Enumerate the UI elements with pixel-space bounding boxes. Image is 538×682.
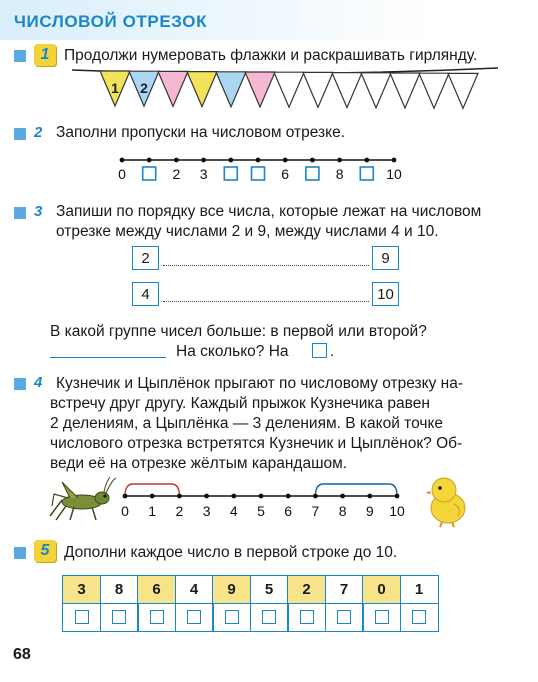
table-cell-answer [400,603,439,632]
answer-square[interactable] [224,167,237,180]
table-cell-answer [175,603,214,632]
task2-instruction: Заполни пропуски на числовом отрезке. [56,124,346,141]
answer-square[interactable] [225,610,239,624]
answer-square[interactable] [150,610,164,624]
table-cell: 6 [137,575,176,604]
task-marker [14,547,26,559]
tick-label: 10 [386,166,402,182]
table-cell-answer [250,603,289,632]
tick-label: 6 [284,503,293,519]
task3-question: В какой группе чисел больше: в первой или второй? [50,323,427,340]
table-cell: 9 [212,575,251,604]
task-marker [14,128,26,140]
answer-square[interactable] [306,167,319,180]
flag [274,72,304,107]
tick-label: 9 [365,503,374,519]
tick-point [364,158,369,163]
tick-label: 2 [175,503,184,519]
tick-point [150,494,155,499]
table-cell: 7 [325,575,364,604]
tick-point [123,494,128,499]
tick-label: 8 [338,503,347,519]
tick-point [340,494,345,499]
answer-square[interactable] [262,610,276,624]
table-cell: 1 [400,575,439,604]
tick-point [228,158,233,163]
tick-point [337,158,342,163]
table-cell: 2 [287,575,326,604]
task3-period: . [330,343,335,360]
task-marker [14,207,26,219]
task-marker [14,378,26,390]
table-row [62,603,437,631]
table-row [62,575,437,603]
answer-square[interactable] [360,167,373,180]
grasshopper-illustration [48,476,118,524]
task3-question-2: На сколько? На [176,343,289,360]
table-cell-answer [325,603,364,632]
tick-label: 7 [311,503,320,519]
flag [448,73,478,108]
flag [216,72,246,107]
chick-illustration [424,474,472,528]
garland [70,60,500,110]
table-cell: 4 [175,575,214,604]
tick-point [259,494,264,499]
answer-square[interactable] [337,610,351,624]
task1-instruction: Продолжи нумеровать флажки и раскрашивать гирлянду. [64,47,478,64]
flag [361,73,391,108]
table-cell-answer [137,603,176,632]
answer-square[interactable] [300,610,314,624]
table-cell: 3 [62,575,101,604]
task4-text-line: Кузнечик и Цыплёнок прыгают по числовому отрезку на- [56,375,463,392]
answer-dotted-line[interactable] [163,265,369,266]
flag [303,72,333,107]
number-line-task2 [110,150,410,186]
tick-point [310,158,315,163]
answer-square[interactable] [112,610,126,624]
task4-text-line: веди её на отрезке жёлтым карандашом. [50,455,348,472]
answer-square[interactable] [252,167,265,180]
flag [332,73,362,108]
tick-point [367,494,372,499]
answer-square[interactable] [187,610,201,624]
tick-point [201,158,206,163]
table-cell-answer [100,603,139,632]
task-number: 2 [34,124,43,141]
table-cell: 8 [100,575,139,604]
answer-square[interactable] [75,610,89,624]
task4-text-line: встречу друг другу. Каждый прыжок Кузнечика равен [50,395,430,412]
task-number-badge: 5 [34,540,56,562]
task3-instruction-line1: Запиши по порядку все числа, которые лежат на числовом [56,203,482,220]
tick-point [231,494,236,499]
flag-number: 1 [111,80,119,96]
flag [390,73,420,108]
complement-table [62,575,437,630]
tick-point [174,158,179,163]
tick-label: 8 [335,166,344,182]
start-number-box: 4 [132,282,159,306]
table-cell: 5 [250,575,289,604]
tick-point [204,494,209,499]
end-number-box: 9 [372,246,399,270]
flag [419,73,449,108]
page-number: 68 [13,646,31,663]
answer-square[interactable] [312,343,327,358]
tick-point [286,494,291,499]
flag [245,72,275,107]
tick-label: 1 [148,503,157,519]
flag [187,72,217,107]
tick-label: 10 [389,503,405,519]
answer-dotted-line[interactable] [163,301,369,302]
tick-label: 6 [281,166,290,182]
tick-point [283,158,288,163]
tick-label: 0 [118,166,126,182]
task-number-badge: 1 [34,44,56,66]
task5-instruction: Дополни каждое число в первой строке до 10. [64,544,398,561]
tick-point [392,158,397,163]
task-marker [14,50,26,62]
answer-line[interactable] [50,357,166,358]
table-cell-answer [362,603,401,632]
table-cell-answer [212,603,251,632]
flag-number: 2 [140,80,148,97]
task4-text-line: 2 делениям, а Цыплёнка — 3 делениям. В какой точке [50,415,444,432]
answer-square[interactable] [143,167,156,180]
table-cell-answer [62,603,101,632]
answer-square[interactable] [375,610,389,624]
tick-label: 0 [121,503,129,519]
tick-point [313,494,318,499]
end-number-box: 10 [372,282,399,306]
tick-point [256,158,261,163]
number-line-task4 [110,476,420,522]
tick-label: 3 [202,503,211,519]
table-cell: 0 [362,575,401,604]
task4-text-line: числового отрезка встретятся Кузнечик и Цыплёнок? Об- [50,435,463,452]
tick-label: 2 [172,166,181,182]
start-number-box: 2 [132,246,159,270]
tick-label: 4 [229,503,238,519]
tick-point [120,158,125,163]
flag [158,71,188,106]
table-cell-answer [287,603,326,632]
tick-point [177,494,182,499]
task-number: 4 [34,374,43,391]
jump-arc [315,484,397,496]
tick-point [395,494,400,499]
answer-square[interactable] [412,610,426,624]
task-number: 3 [34,203,43,220]
page-title: ЧИСЛОВОЙ ОТРЕЗОК [14,12,208,31]
tick-label: 3 [199,166,208,182]
task3-instruction-line2: отрезке между числами 2 и 9, между числами 4 и 10. [56,223,439,240]
tick-point [147,158,152,163]
tick-label: 5 [257,503,265,519]
